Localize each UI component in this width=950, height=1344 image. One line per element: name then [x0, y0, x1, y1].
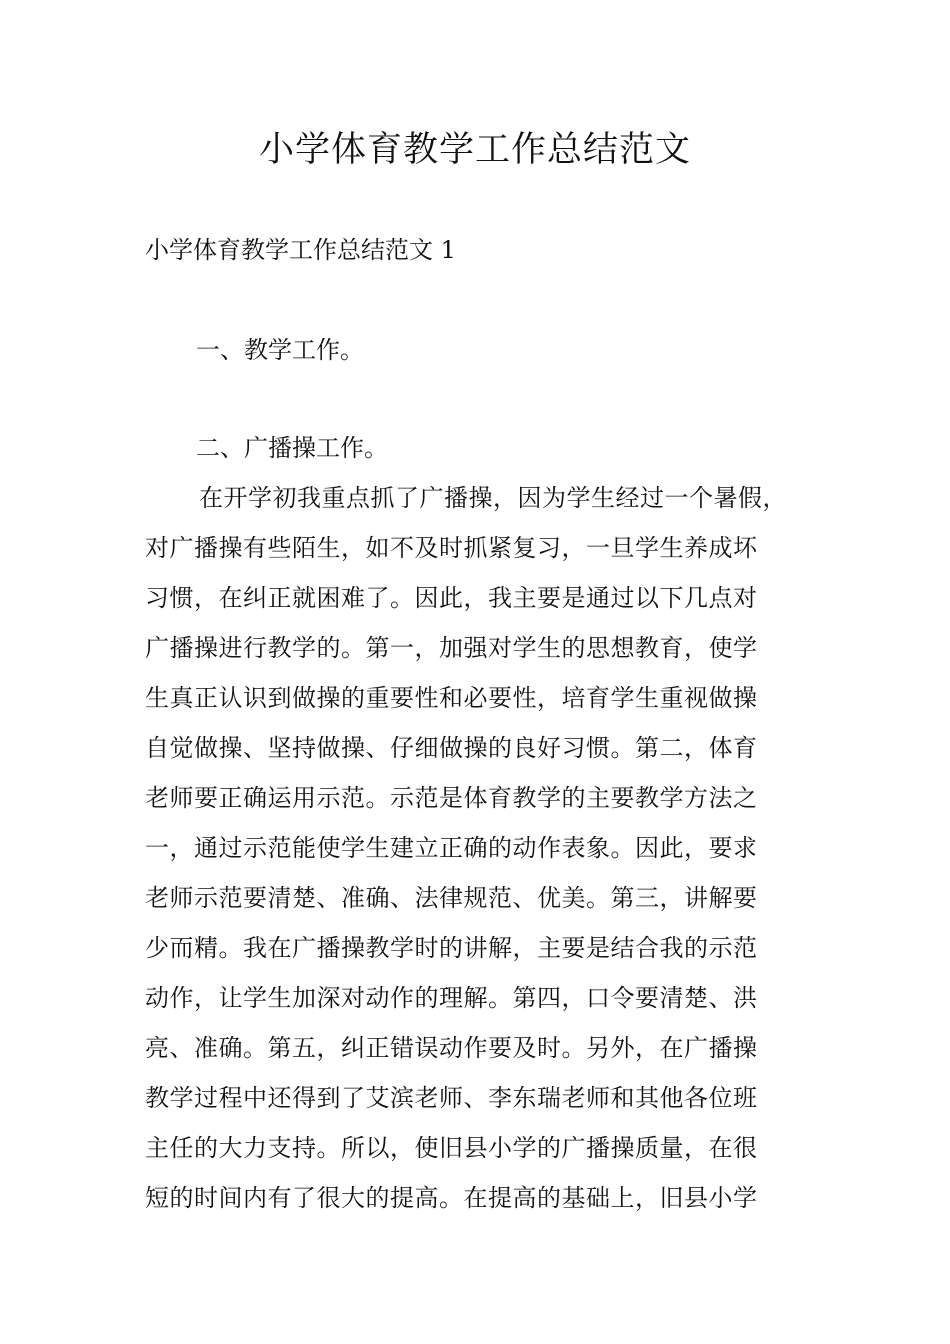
paragraph-line: 自觉做操、坚持做操、仔细做操的良好习惯。第二，体育 — [145, 734, 758, 762]
section-heading-broadcast-exercise: 二、广播操工作。 — [196, 434, 388, 462]
section-heading-teaching: 一、教学工作。 — [196, 336, 364, 364]
document-title: 小学体育教学工作总结范文 — [258, 130, 691, 170]
paragraph-broadcast-exercise — [145, 480, 835, 1230]
paragraph-line: 老师示范要清楚、准确、法律规范、优美。第三，讲解要 — [145, 884, 758, 912]
paragraph-line: 在开学初我重点抓了广播操，因为学生经过一个暑假， — [199, 484, 787, 512]
paragraph-line: 短的时间内有了很大的提高。在提高的基础上，旧县小学 — [145, 1184, 758, 1212]
paragraph-line: 老师要正确运用示范。示范是体育教学的主要教学方法之 — [145, 784, 758, 812]
paragraph-line: 动作，让学生加深对动作的理解。第四，口令要清楚、洪 — [145, 984, 758, 1012]
paragraph-line: 对广播操有些陌生，如不及时抓紧复习，一旦学生养成坏 — [145, 534, 758, 562]
paragraph-line: 广播操进行教学的。第一，加强对学生的思想教育，使学 — [145, 634, 758, 662]
paragraph-line: 亮、准确。第五，纠正错误动作要及时。另外，在广播操 — [145, 1034, 758, 1062]
paragraph-line: 教学过程中还得到了艾滨老师、李东瑞老师和其他各位班 — [145, 1084, 758, 1112]
paragraph-line: 主任的大力支持。所以，使旧县小学的广播操质量，在很 — [145, 1134, 758, 1162]
paragraph-line: 少而精。我在广播操教学时的讲解，主要是结合我的示范 — [145, 934, 758, 962]
document-subtitle: 小学体育教学工作总结范文 1 — [145, 236, 456, 264]
paragraph-line: 生真正认识到做操的重要性和必要性，培育学生重视做操 — [145, 684, 758, 712]
paragraph-line: 一，通过示范能使学生建立正确的动作表象。因此，要求 — [145, 834, 758, 862]
paragraph-line: 习惯，在纠正就困难了。因此，我主要是通过以下几点对 — [145, 584, 758, 612]
